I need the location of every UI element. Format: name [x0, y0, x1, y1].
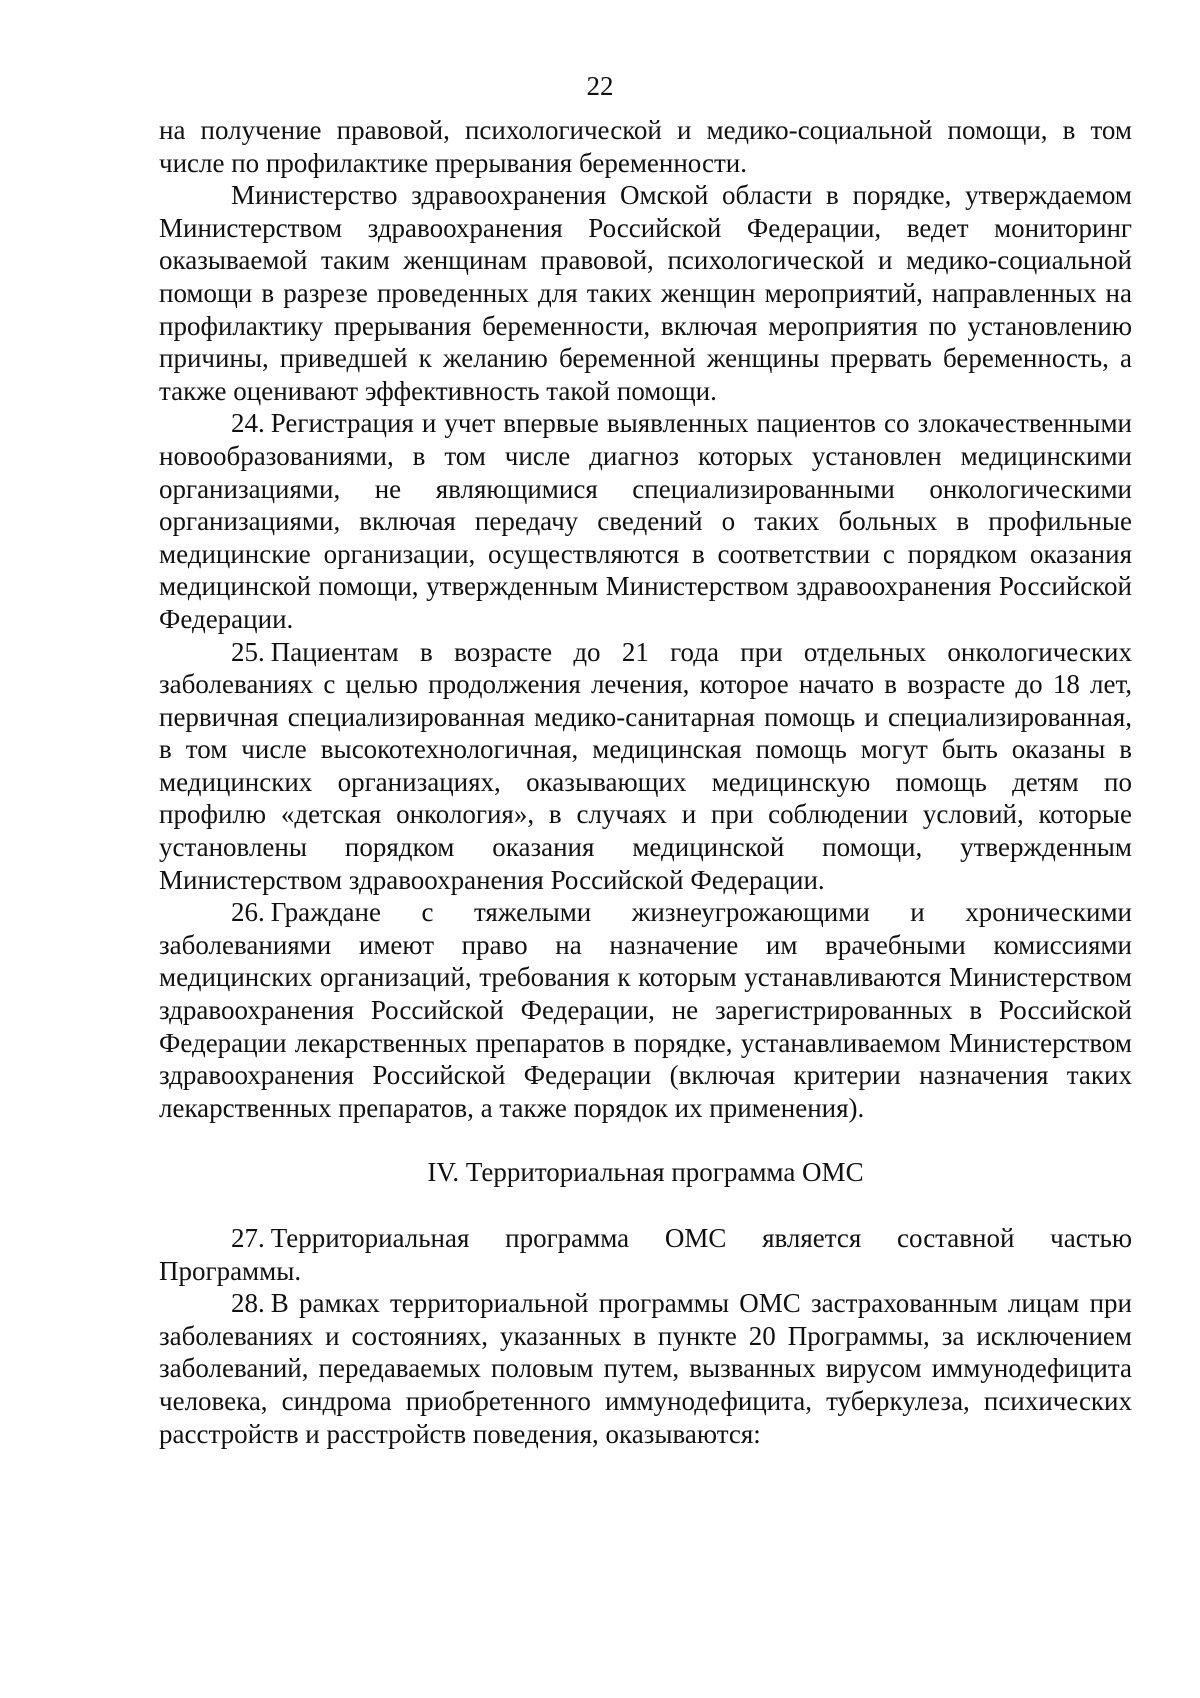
numbered-paragraph-24: [159, 407, 1132, 635]
numbered-paragraph-26: [159, 896, 1132, 1124]
paragraph-text: В рамках территориальной программы ОМС застрахованным лицам при заболеваниях и состояниях, указанных в пункте 20 Программы, за исключением заболеваний, передаваемых половым путем, вызванных вирусом иммунодефицита человека, синдрома приобретенного иммунодефицита, туберкулеза, психических расстройств и расстройств поведения, оказываются:: [159, 1288, 1132, 1449]
paragraph-text: Регистрация и учет впервые выявленных пациентов со злокачественными новообразованиями, в том числе диагноз которых установлен медицинскими организациями, не являющимися специализированными онкологическими организациями, включая передачу сведений о таких больных в профильные медицинские организации, осуществляются в соответствии с порядком оказания медицинской помощи, утвержденным Министерством здравоохранения Российской Федерации.: [159, 408, 1132, 634]
page-number: 22: [586, 71, 614, 101]
paragraph-text: Министерство здравоохранения Омской области в порядке, утверждаемом Министерством здравоохранения Российской Федерации, ведет мониторинг оказываемой таким женщинам правовой, психологической и медико-социальной помощи в разрезе проведенных для таких женщин мероприятий, направленных на профилактику прерывания беременности, включая мероприятия по установлению причины, приведшей к желанию беременной женщины прервать беременность, а также оценивают эффективность такой помощи.: [159, 180, 1132, 406]
numbered-paragraph-27: [159, 1222, 1132, 1287]
paragraph-number: 25.: [231, 636, 265, 667]
paragraph-number: 24.: [231, 408, 265, 439]
paragraph: [159, 179, 1132, 407]
paragraph-text: Граждане с тяжелыми жизнеугрожающими и хроническими заболеваниями имеют право на назначение им врачебными комиссиями медицинских организаций, требования к которым устанавливаются Министерством здравоохранения Российской Федерации, не зарегистрированных в Российской Федерации лекарственных препаратов в порядке, устанавливаемом Министерством здравоохранения Российской Федерации (включая критерии назначения таких лекарственных препаратов, а также порядок их применения).: [159, 897, 1132, 1123]
paragraph-text: на получение правовой, психологической и медико-социальной помощи, в том числе по профилактике прерывания беременности.: [159, 115, 1132, 178]
paragraph-text: Пациентам в возрасте до 21 года при отдельных онкологических заболеваниях с целью продолжения лечения, которое начато в возрасте до 18 лет, первичная специализированная медико-санитарная помощь и специализированная, в том числе высокотехнологичная, медицинская помощь могут быть оказаны в медицинских организациях, оказывающих медицинскую помощь детям по профилю «детская онкология», в случаях и при соблюдении условий, которые установлены порядком оказания медицинской помощи, утвержденным Министерством здравоохранения Российской Федерации.: [159, 636, 1132, 895]
section-heading: IV. Территориальная программа ОМС: [427, 1157, 864, 1188]
paragraph-number: 28.: [231, 1288, 265, 1319]
paragraph-text: Территориальная программа ОМС является составной частью Программы.: [159, 1223, 1132, 1286]
paragraph: [159, 114, 1132, 179]
paragraph-number: 27.: [231, 1223, 265, 1253]
paragraph-number: 26.: [231, 897, 265, 928]
numbered-paragraph-28: [159, 1287, 1132, 1450]
numbered-paragraph-25: [159, 636, 1132, 897]
document-body: [159, 114, 1132, 1450]
